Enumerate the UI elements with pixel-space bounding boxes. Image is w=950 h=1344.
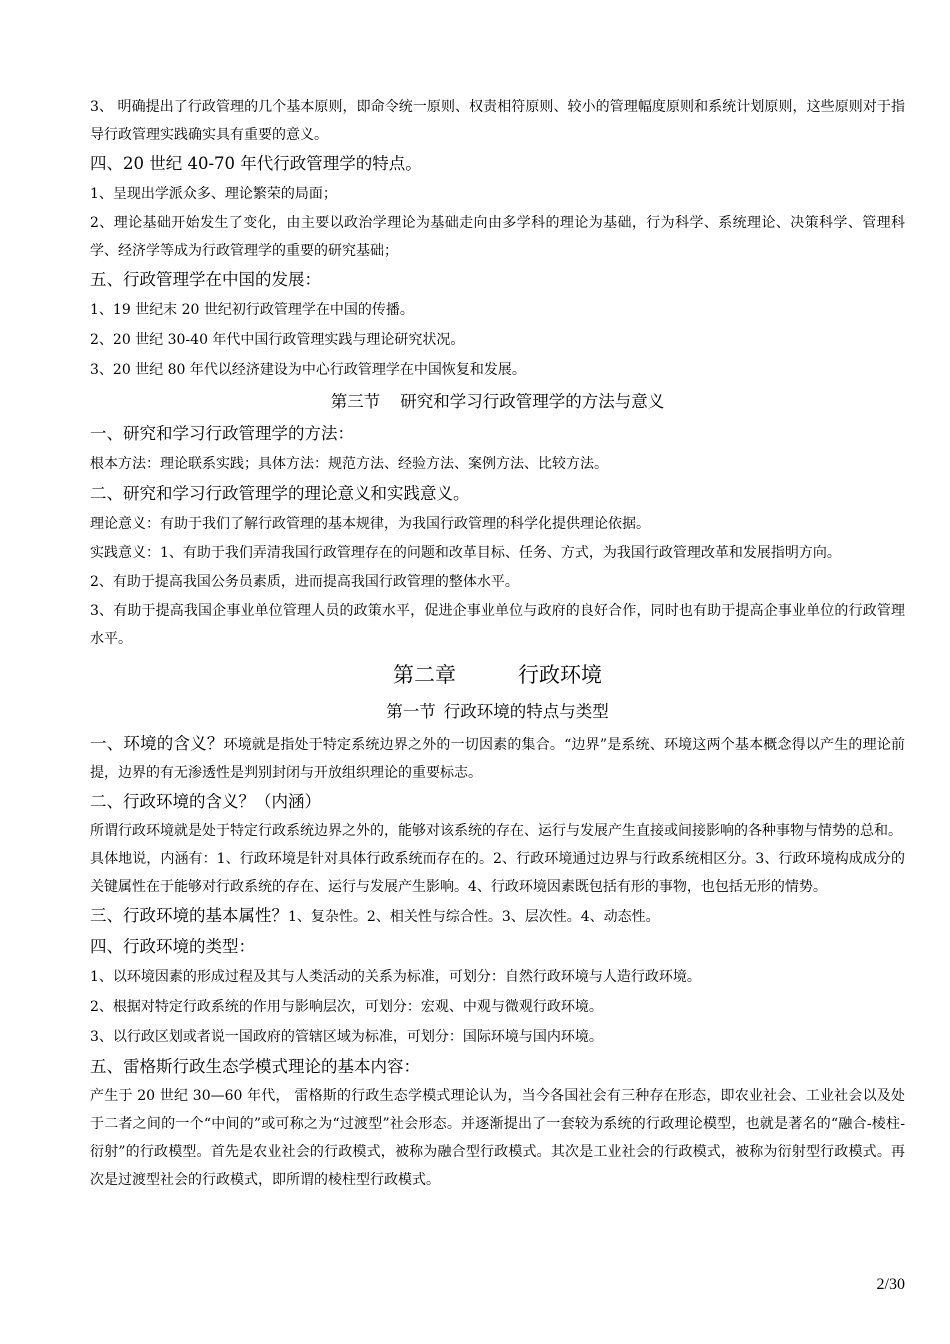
heading-types: 四、行政环境的类型： — [90, 937, 255, 956]
section-3-title — [90, 385, 905, 419]
types-item-3: 3、以行政区划或者说一国政府的管辖区域为标准，可划分：国际环境与国内环境。 — [90, 1029, 603, 1045]
section-1-title — [90, 695, 905, 729]
types-item-1: 1、以环境因素的形成过程及其与人类活动的关系为标准，可划分：自然行政环境与人造行政环境。 — [90, 969, 701, 985]
heading-meaning: 二、研究和学习行政管理学的理论意义和实践意义。 — [90, 484, 470, 503]
heading-riggs: 五、雷格斯行政生态学模式理论的基本内容： — [90, 1057, 420, 1076]
chapter-2-title — [90, 655, 905, 695]
section-3-number: 第三节 — [330, 392, 381, 411]
environment-definition — [90, 729, 905, 787]
environment-definition-heading: 一、环境的含义？ — [90, 734, 224, 753]
chapter-2-number: 第二章 — [393, 663, 456, 687]
heading-40-70s-features: 四、20 世纪 40-70 年代行政管理学的特点。 — [90, 154, 422, 173]
heading-admin-environment: 二、行政环境的含义？（内涵） — [90, 792, 321, 811]
practice-meaning-item-1: 实践意义：1、有助于我们弄清我国行政管理存在的问题和改革目标、任务、方式，为我国行政管理改革和发展指明方向。 — [90, 545, 841, 561]
attributes-text: 1、复杂性。2、相关性与综合性。3、层次性。4、动态性。 — [288, 909, 660, 925]
chapter-2-name: 行政环境 — [518, 663, 602, 687]
china-item-2: 2、20 世纪 30-40 年代中国行政管理实践与理论研究状况。 — [90, 332, 465, 348]
practice-meaning-item-3: 3、有助于提高我国企事业单位管理人员的政策水平，促进企事业单位与政府的良好合作，同时也有助于提高企事业单位的行政管理水平。 — [90, 603, 905, 647]
section-3-name: 研究和学习行政管理学的方法与意义 — [400, 392, 665, 411]
feature-item-1: 1、呈现出学派众多、理论繁荣的局面； — [90, 186, 337, 202]
attributes-line — [90, 901, 905, 932]
environment-definition-text: 环境就是指处于特定系统边界之外的一切因素的集合。“边界”是系统、环境这两个基本概念得以产生的理论前提，边界的有无渗透性是判别封闭与开放组织理论的重要标志。 — [90, 737, 906, 781]
riggs-theory-text: 产生于 20 世纪 30—60 年代， 雷格斯的行政生态学模式理论认为，当今各国社会有三种存在形态，即农业社会、工业社会以及处于二者之间的一个“中间的”或可称之为“过渡型”社会形态。并逐渐提出了一套较为系统的行政理论模型，也就是著名的“融合-棱柱-衍射”的行政模型。首先是农业社会的行政模式，被称为融合型行政模式。其次是工业社会的行政模式，被称为衍射型行政模式。再次是过渡型社会的行政模式，即所谓的棱柱型行政模式。 — [90, 1088, 905, 1188]
types-item-2: 2、根据对特定行政系统的作用与影响层次，可划分：宏观、中观与微观行政环境。 — [90, 999, 603, 1015]
china-item-3: 3、20 世纪 80 年代以经济建设为中心行政管理学在中国恢复和发展。 — [90, 362, 526, 378]
section-1-name: 行政环境的特点与类型 — [443, 702, 609, 721]
heading-methods: 一、研究和学习行政管理学的方法： — [90, 424, 354, 443]
theory-meaning-text: 理论意义：有助于我们了解行政管理的基本规律，为我国行政管理的科学化提供理论依据。 — [90, 516, 650, 532]
practice-meaning-item-2: 2、有助于提高我国公务员素质，进而提高我国行政管理的整体水平。 — [90, 574, 519, 590]
feature-item-2: 2、理论基础开始发生了变化，由主要以政治学理论为基础走向由多学科的理论为基础，行为科学、系统理论、决策科学、管理科学、经济学等成为行政管理学的重要的研究基础； — [90, 215, 905, 259]
page-number: 2/30 — [876, 1276, 905, 1293]
admin-environment-definition: 所谓行政环境就是处于特定行政系统边界之外的，能够对该系统的存在、运行与发展产生直接或间接影响的各种事物与情势的总和。 — [90, 823, 902, 839]
methods-text: 根本方法：理论联系实践；具体方法：规范方法、经验方法、案例方法、比较方法。 — [90, 456, 608, 472]
admin-environment-connotation: 具体地说，内涵有：1、行政环境是针对具体行政系统而存在的。2、行政环境通过边界与行政系统相区分。3、行政环境构成成分的关键属性在于能够对行政系统的存在、运行与发展产生影响。4、行政环境因素既包括有形的事物，也包括无形的情势。 — [90, 851, 905, 895]
attributes-heading: 三、行政环境的基本属性？ — [90, 906, 288, 925]
section-1-number: 第一节 — [386, 702, 436, 721]
heading-china-development: 五、行政管理学在中国的发展： — [90, 270, 321, 289]
document-page — [90, 93, 905, 1194]
china-item-1: 1、19 世纪末 20 世纪初行政管理学在中国的传播。 — [90, 302, 414, 318]
principles-paragraph: 3、 明确提出了行政管理的几个基本原则，即命令统一原则、权责相符原则、较小的管理幅度原则和系统计划原则，这些原则对于指导行政管理实践确实具有重要的意义。 — [90, 99, 905, 143]
